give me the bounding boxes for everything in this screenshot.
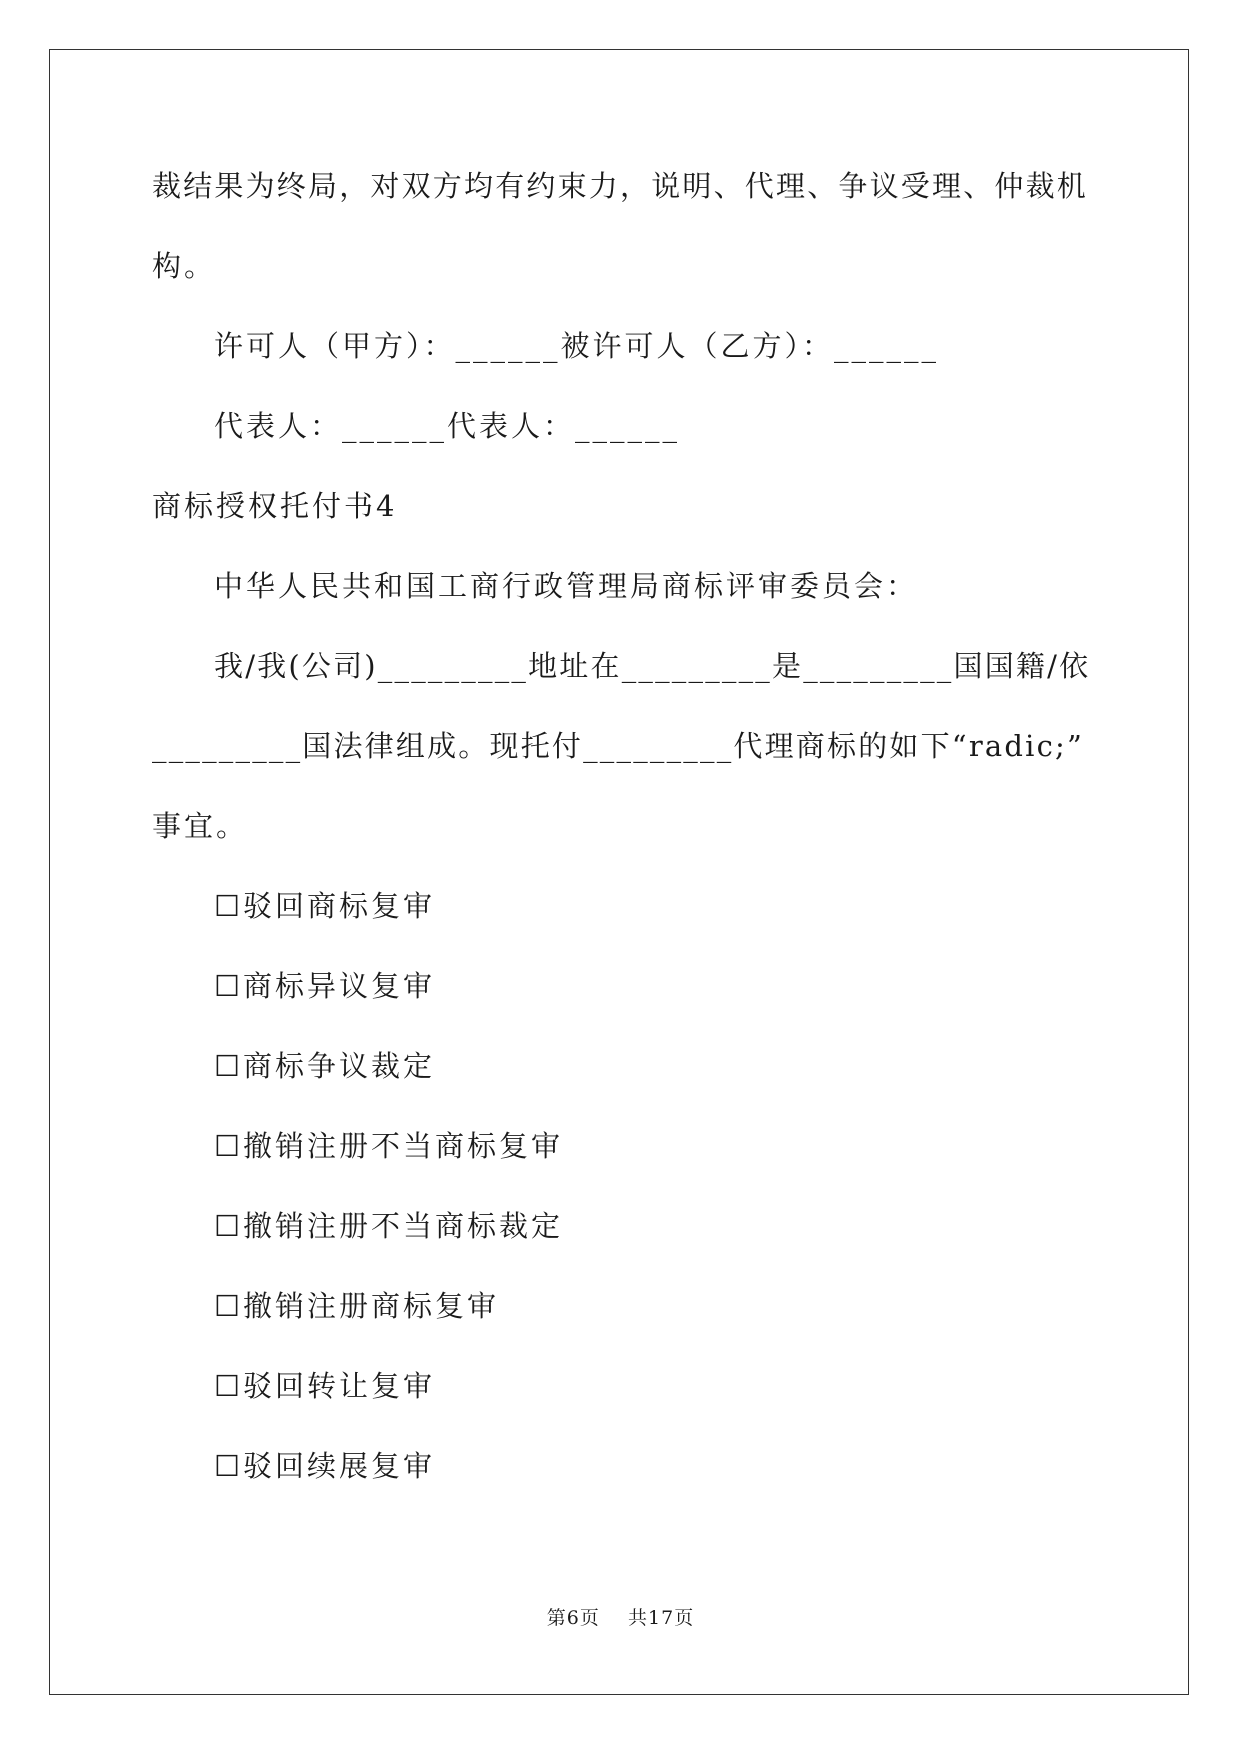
checklist-item-cancel-registered-review: ☐撤销注册商标复审 [214,1289,499,1323]
signature-licensor-licensee: 许可人（甲方）：______被许可人（乙方）：______ [214,329,940,363]
checklist-item-dispute-ruling: ☐商标争议裁定 [214,1049,435,1083]
checklist-item-cancel-improper-ruling: ☐撤销注册不当商标裁定 [214,1209,563,1243]
page-number: 第6页 共17页 [546,1607,695,1629]
addressee-line: 中华人民共和国工商行政管理局商标评审委员会： [214,569,919,603]
checklist-item-transfer-rejection-review: ☐驳回转让复审 [214,1369,435,1403]
checklist-item-renewal-rejection-review: ☐驳回续展复审 [214,1449,435,1483]
signature-representatives: 代表人：______代表人：______ [214,409,681,443]
checklist-item-opposition-review: ☐商标异议复审 [214,969,435,1003]
paragraph-applicant-info: 我/我(公司)_________地址在_________是_________国国籍/依 [214,649,1091,683]
checklist-item-rejection-review: ☐驳回商标复审 [214,889,435,923]
checklist-item-cancel-improper-review: ☐撤销注册不当商标复审 [214,1129,563,1163]
paragraph-arbitration-result: 裁结果为终局，对双方均有约束力，说明、代理、争议受理、仲裁机 [152,169,1089,203]
paragraph-delegation: _________国法律组成。现托付_________代理商标的如下“radic;” [152,729,1085,763]
paragraph-institution-end: 构。 [152,249,217,283]
paragraph-matters: 事宜。 [152,809,249,843]
section-heading: 商标授权托付书4 [152,489,398,523]
